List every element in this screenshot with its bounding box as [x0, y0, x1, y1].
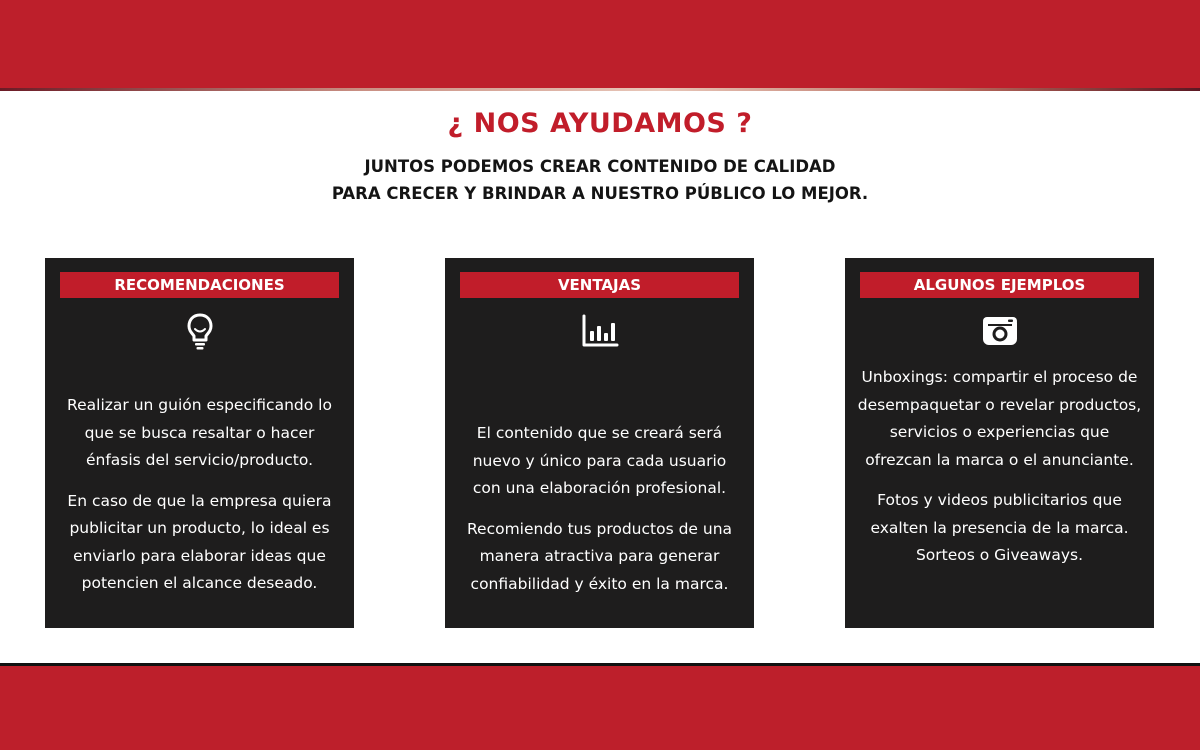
card-ventajas [445, 258, 754, 628]
banner-image-strip [0, 88, 1200, 91]
card-body [57, 392, 342, 611]
subtitle-line-1: JUNTOS PODEMOS CREAR CONTENIDO DE CALIDAD [364, 157, 836, 176]
card-paragraph: En caso de que la empresa quiera publicitar un producto, lo ideal es enviarlo para elaborar ideas que potencien el alcance deseado. [67, 491, 332, 592]
card-body [457, 420, 742, 611]
card-recomendaciones [45, 258, 354, 628]
card-title: RECOMENDACIONES [60, 272, 339, 298]
card-paragraph: El contenido que se creará será nuevo y único para cada usuario con una elaboración profesional. [472, 424, 727, 497]
card-paragraph: Fotos y videos publicitarios que exalten la presencia de la marca. Sorteos o Giveaways. [870, 491, 1129, 564]
card-paragraph: Recomiendo tus productos de una manera atractiva para generar confiabilidad y éxito en la marca. [466, 519, 733, 593]
section-title: ¿ NOS AYUDAMOS ? [447, 108, 753, 139]
card-body [857, 364, 1142, 583]
subtitle-line-2: PARA CRECER Y BRINDAR A NUESTRO PÚBLICO LO MEJOR. [331, 184, 869, 203]
top-red-banner [0, 0, 1200, 88]
card-title: ALGUNOS EJEMPLOS [860, 272, 1139, 298]
card-paragraph: Realizar un guión especificando lo que se busca resaltar o hacer énfasis del servicio/producto. [67, 396, 332, 469]
card-title: VENTAJAS [460, 272, 739, 298]
card-paragraph: Unboxings: compartir el proceso de desempaquetar o revelar productos, servicios o experiencias que ofrezcan la marca o el anunciante. [857, 368, 1142, 469]
bottom-red-banner [0, 666, 1200, 750]
bar-chart-icon [579, 310, 621, 352]
section-subtitle [0, 153, 1200, 207]
card-algunos-ejemplos [845, 258, 1154, 628]
camera-icon [979, 310, 1021, 352]
lightbulb-icon [179, 310, 221, 352]
